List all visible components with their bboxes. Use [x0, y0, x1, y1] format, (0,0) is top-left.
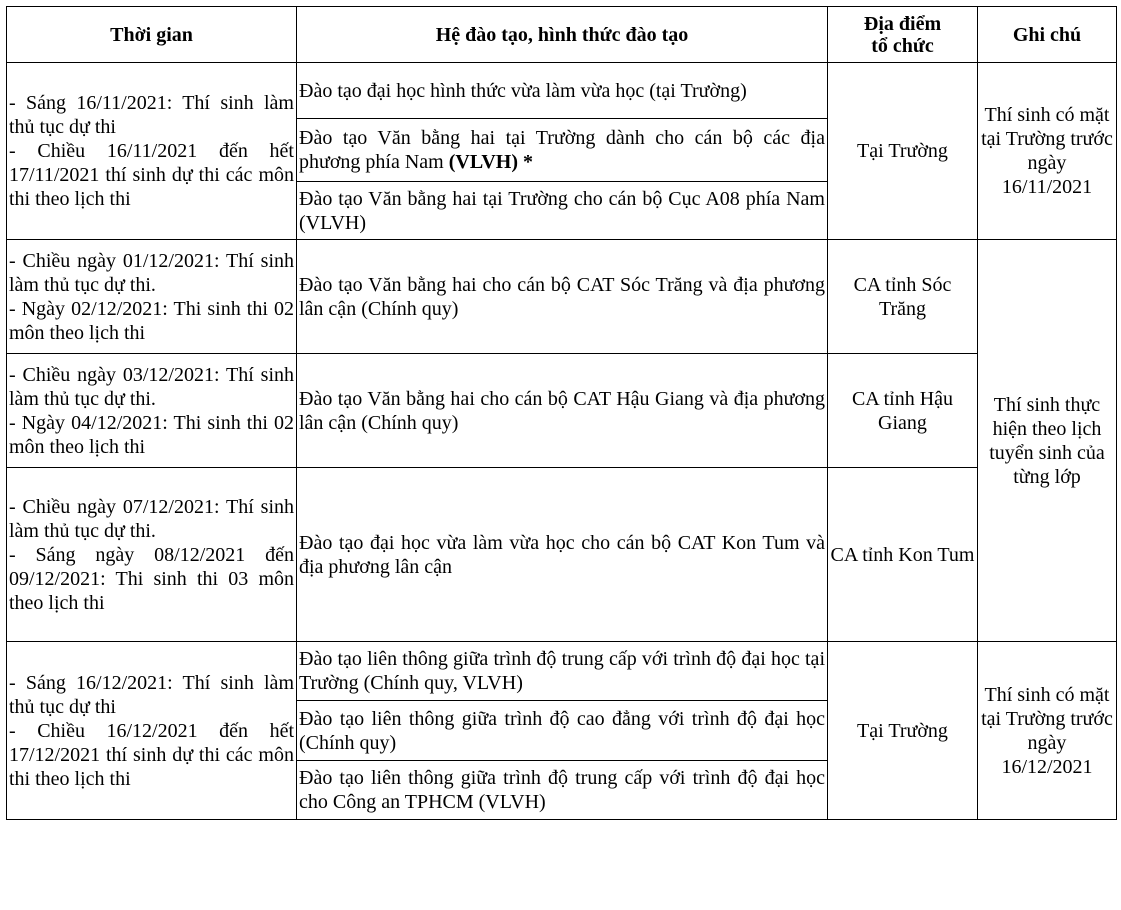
table-row — [7, 468, 1117, 642]
header-time: Thời gian — [7, 7, 297, 63]
program-cell — [297, 240, 828, 354]
program-text: Đào tạo liên thông giữa trình độ cao đẳng với trình độ đại học (Chính quy) — [299, 707, 825, 754]
time-line: - Sáng 16/11/2021: Thí sinh làm thủ tục dự thi — [9, 92, 294, 138]
program-text: Đào tạo Văn bằng hai cho cán bộ CAT Sóc Trăng và địa phương lân cận (Chính quy) — [299, 273, 825, 320]
location-cell: CA tỉnh Sóc Trăng — [828, 240, 978, 354]
time-line: - Ngày 04/12/2021: Thi sinh thi 02 môn theo lịch thi — [9, 411, 294, 458]
program-cell — [297, 182, 828, 240]
program-text: Đào tạo liên thông giữa trình độ trung cấp với trình độ đại học tại Trường (Chính quy, VLVH) — [299, 648, 825, 694]
table-row — [7, 240, 1117, 354]
program-text: Đào tạo liên thông giữa trình độ trung cấp với trình độ đại học cho Công an TPHCM (VLVH) — [299, 767, 825, 813]
program-cell — [297, 468, 828, 642]
location-cell: CA tỉnh Kon Tum — [828, 468, 978, 642]
time-line: - Chiều ngày 03/12/2021: Thí sinh làm thủ tục dự thi. — [9, 363, 294, 410]
program-text: Đào tạo đại học hình thức vừa làm vừa học (tại Trường) — [299, 79, 747, 102]
time-line: - Chiều 16/11/2021 đến hết 17/11/2021 thí sinh dự thi các môn thi theo lịch thi — [9, 140, 294, 210]
program-cell — [297, 761, 828, 820]
schedule-table — [6, 6, 1117, 820]
time-line: - Sáng ngày 08/12/2021 đến 09/12/2021: Thi sinh thi 03 môn theo lịch thi — [9, 543, 294, 614]
location-cell: Tại Trường — [828, 642, 978, 820]
time-line: - Chiều ngày 01/12/2021: Thí sinh làm thủ tục dự thi. — [9, 249, 294, 296]
time-line: - Chiều 16/12/2021 đến hết 17/12/2021 thí sinh dự thi các môn thi theo lịch thi — [9, 719, 294, 790]
program-cell — [297, 63, 828, 119]
header-location-line2: tổ chức — [871, 34, 934, 57]
header-note: Ghi chú — [978, 7, 1117, 63]
location-cell: Tại Trường — [828, 63, 978, 240]
time-cell — [7, 468, 297, 642]
note-cell: Thí sinh có mặt tại Trường trước ngày 16/11/2021 — [978, 63, 1117, 240]
note-cell: Thí sinh thực hiện theo lịch tuyển sinh của từng lớp — [978, 240, 1117, 642]
program-cell — [297, 701, 828, 761]
time-line: - Ngày 02/12/2021: Thi sinh thi 02 môn theo lịch thi — [9, 297, 294, 344]
program-text: Đào tạo Văn bằng hai tại Trường cho cán bộ Cục A08 phía Nam (VLVH) — [299, 187, 825, 234]
location-cell: CA tỉnh Hậu Giang — [828, 354, 978, 468]
program-cell — [297, 119, 828, 182]
table-row — [7, 63, 1117, 119]
program-text: Đào tạo Văn bằng hai cho cán bộ CAT Hậu Giang và địa phương lân cận (Chính quy) — [299, 387, 825, 434]
program-bold-text: (VLVH) * — [448, 151, 534, 173]
header-location — [828, 7, 978, 63]
time-cell — [7, 354, 297, 468]
program-cell — [297, 354, 828, 468]
program-text: Đào tạo Văn bằng hai tại Trường dành cho cán bộ các địa phương phía Nam — [299, 127, 825, 173]
time-cell — [7, 240, 297, 354]
time-line: - Chiều ngày 07/12/2021: Thí sinh làm thủ tục dự thi. — [9, 495, 294, 542]
time-line: - Sáng 16/12/2021: Thí sinh làm thủ tục dự thi — [9, 671, 294, 718]
program-text: Đào tạo đại học vừa làm vừa học cho cán bộ CAT Kon Tum và địa phương lân cận — [299, 531, 825, 578]
header-program: Hệ đào tạo, hình thức đào tạo — [297, 7, 828, 63]
time-cell — [7, 642, 297, 820]
table-row — [7, 642, 1117, 701]
header-location-line1: Địa điểm — [863, 12, 942, 35]
table-row — [7, 354, 1117, 468]
note-cell: Thí sinh có mặt tại Trường trước ngày 16/12/2021 — [978, 642, 1117, 820]
program-cell — [297, 642, 828, 701]
header-row — [7, 7, 1117, 63]
time-cell — [7, 63, 297, 240]
